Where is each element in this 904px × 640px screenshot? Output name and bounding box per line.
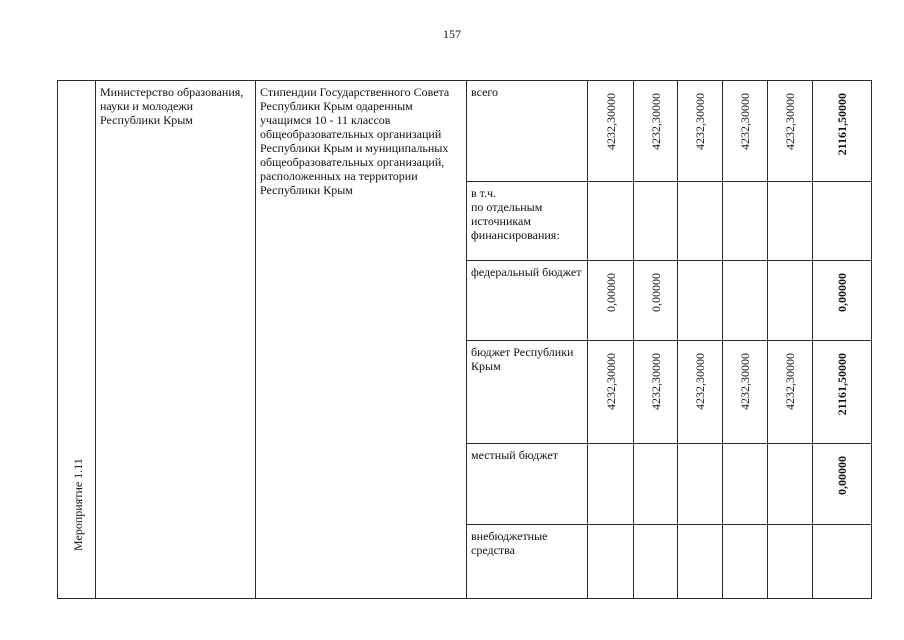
page-number: 157 — [443, 27, 461, 41]
year-value-cell — [588, 261, 634, 341]
total-value: 21161,50000 — [835, 353, 849, 416]
year-value-cell — [768, 444, 813, 525]
year-value-cell — [768, 182, 813, 261]
year-value: 4232,30000 — [603, 93, 618, 150]
year-value: 4232,30000 — [738, 93, 752, 150]
year-value-cell — [588, 444, 634, 525]
year-value-cell — [678, 341, 723, 444]
funding-source-cell: всего — [467, 81, 588, 182]
year-value: 0,00000 — [603, 273, 618, 312]
year-value-cell — [768, 341, 813, 444]
total-value-cell — [813, 341, 872, 444]
description-cell: Стипендии Государственного Совета Республики Крым одаренным учащимся 10 - 11 классов общеобразовательных организаций Республики Крым и муниципальных общеобразовательных организаций, расположенных на территории Республики Крым — [256, 81, 467, 599]
year-value-cell — [768, 81, 813, 182]
year-value: 4232,30000 — [783, 353, 797, 410]
year-value-cell — [678, 81, 723, 182]
budget-table — [57, 80, 872, 599]
funding-source-cell: бюджет Республики Крым — [467, 341, 588, 444]
year-value-cell — [723, 261, 768, 341]
total-value-cell — [813, 182, 872, 261]
funding-source-cell: федеральный бюджет — [467, 261, 588, 341]
year-value-cell — [588, 81, 634, 182]
total-value: 0,00000 — [835, 456, 849, 495]
measure-cell — [58, 81, 96, 599]
year-value-cell — [588, 182, 634, 261]
year-value-cell — [634, 182, 678, 261]
year-value-cell — [723, 182, 768, 261]
year-value-cell — [634, 261, 678, 341]
table-row — [58, 81, 872, 182]
year-value-cell — [634, 525, 678, 599]
year-value-cell — [723, 525, 768, 599]
year-value-cell — [634, 444, 678, 525]
funding-source-cell: в т.ч. по отдельным источникам финансирования: — [467, 182, 588, 261]
year-value: 0,00000 — [648, 273, 663, 312]
year-value-cell — [588, 341, 634, 444]
year-value-cell — [768, 261, 813, 341]
year-value: 4232,30000 — [738, 353, 752, 410]
year-value: 4232,30000 — [648, 353, 663, 410]
measure-label: Мероприятие 1.11 — [70, 458, 85, 551]
year-value-cell — [723, 81, 768, 182]
year-value-cell — [678, 525, 723, 599]
year-value-cell — [768, 525, 813, 599]
year-value: 4232,30000 — [693, 93, 707, 150]
year-value-cell — [723, 444, 768, 525]
executor-cell: Министерство образования, науки и молодежи Республики Крым — [96, 81, 256, 599]
total-value: 21161,50000 — [835, 93, 849, 156]
year-value: 4232,30000 — [603, 353, 618, 410]
year-value-cell — [634, 341, 678, 444]
total-value-cell — [813, 525, 872, 599]
year-value-cell — [634, 81, 678, 182]
year-value: 4232,30000 — [783, 93, 797, 150]
year-value-cell — [588, 525, 634, 599]
funding-source-cell: внебюджетные средства — [467, 525, 588, 599]
total-value-cell — [813, 444, 872, 525]
total-value-cell — [813, 81, 872, 182]
total-value: 0,00000 — [835, 273, 849, 312]
total-value-cell — [813, 261, 872, 341]
funding-source-cell: местный бюджет — [467, 444, 588, 525]
year-value-cell — [678, 261, 723, 341]
year-value-cell — [678, 444, 723, 525]
year-value-cell — [678, 182, 723, 261]
year-value: 4232,30000 — [693, 353, 707, 410]
year-value: 4232,30000 — [648, 93, 663, 150]
year-value-cell — [723, 341, 768, 444]
